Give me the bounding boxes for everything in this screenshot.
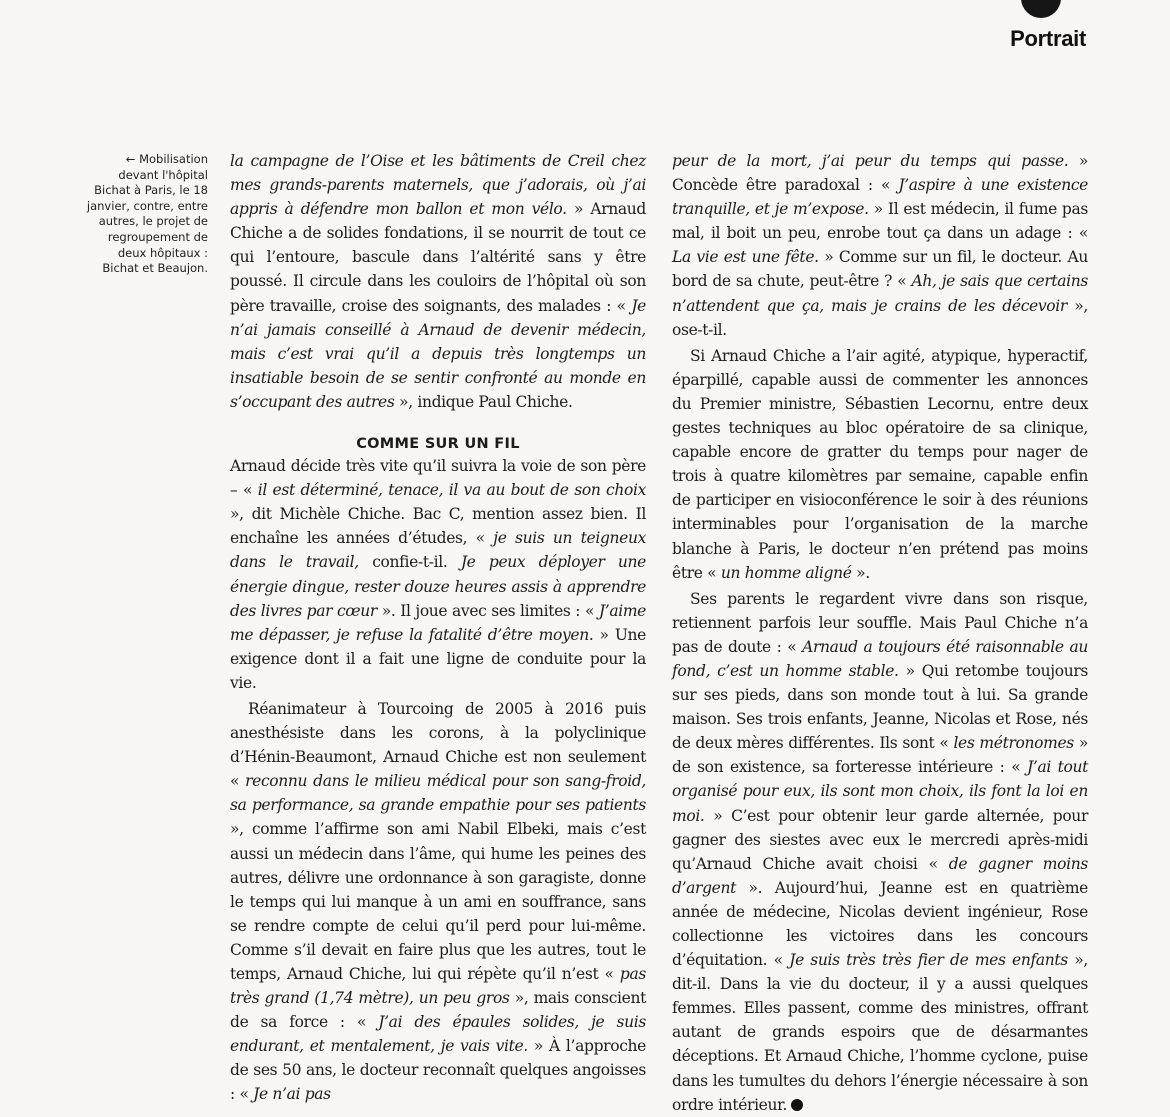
body-text: Arnaud décide très vite qu’il suivra la voie de son père – « bbox=[230, 457, 646, 500]
body-text: » À l’approche de ses 50 ans, le docteur reconnaît quelques angoisses : « bbox=[230, 1037, 646, 1104]
quote-text: J’ai tout organisé pour eux, ils sont mon choix, ils font la loi en moi. bbox=[672, 758, 1089, 825]
body-text: Ses parents le regardent vivre dans son risque, retiennent parfois leur souffle. Mais Paul Chiche n’a pas de doute : « bbox=[672, 589, 1088, 656]
quote-text: je suis un teigneux dans le travail, bbox=[230, 529, 646, 572]
paragraph bbox=[672, 344, 1088, 585]
body-text: Si Arnaud Chiche a l’air agité, atypique, hyperactif, éparpillé, capable aussi de commenter les annonces du Premier ministre, Sébastien Lecornu, entre deux gestes techniques au bloc opératoire de sa clinique, capable encore de gratter du temps pour nager de trois à quatre kilomètres par semaine, capable enfin de participer en visioconférence le soir à des réunions interminables pour l’organisation de la marche blanche à Paris, le docteur n’en prétend pas moins être « bbox=[672, 346, 1088, 582]
quote-text: Ah, je sais que certains n’attendent que ça, mais je crains de les décevoir bbox=[672, 272, 1089, 315]
body-text: confie-t-il. bbox=[358, 553, 461, 572]
body-text: » de son existence, sa forteresse intérieure : « bbox=[672, 734, 1088, 777]
quote-text: J’aime me dépasser, je refuse la fatalité d’être moyen. bbox=[230, 601, 646, 644]
quote-text: il est déterminé, tenace, il va au bout de son choix bbox=[257, 481, 646, 500]
quote-text: Je n’ai jamais conseillé à Arnaud de devenir médecin, mais c’est vrai qu’il a depuis très longtemps un insatiable besoin de se sentir confronté au monde en s’occupant des autres bbox=[230, 296, 646, 411]
body-text: », dit Michèle Chiche. Bac C, mention assez bien. Il enchaîne les années d’études, « bbox=[230, 505, 646, 548]
quote-text: Je n’ai pas bbox=[253, 1085, 331, 1104]
body-text: » Arnaud Chiche a de solides fondations, il se nourrit de tout ce qui l’entoure, bascule dans l’altérité sans y être poussé. Il circule dans les couloirs de l’hôpital où son père travaille, croise des soignants, des malades : « bbox=[230, 200, 646, 315]
section-label: Portrait bbox=[1010, 26, 1086, 51]
body-text: » Une exigence dont il a fait une ligne de conduite pour la vie. bbox=[230, 625, 646, 692]
body-text: ». Il joue avec ses limites : « bbox=[376, 601, 599, 620]
quote-text: Je peux déployer une énergie dingue, rester douze heures assis à apprendre des livres par cœur bbox=[230, 553, 646, 620]
subheading: COMME SUR UN FIL bbox=[356, 436, 520, 453]
text-column-left bbox=[230, 149, 646, 1107]
paragraph bbox=[230, 149, 646, 414]
paragraph bbox=[230, 697, 646, 1107]
quote-text: de gagner moins d’argent bbox=[672, 854, 1088, 897]
body-text: » Concède être paradoxal : « bbox=[672, 152, 1089, 195]
end-of-article-mark bbox=[791, 1099, 803, 1111]
body-text: ». bbox=[851, 563, 870, 582]
body-text: » Comme sur un fil, le docteur. Au bord de sa chute, peut-être ? « bbox=[672, 248, 1088, 291]
quote-text: pas très grand (1,74 mètre), un peu gros bbox=[230, 965, 646, 1008]
body-text: », dit-il. Dans la vie du docteur, il y a aussi quelques femmes. Elles passent, comme des ministres, offrant autant de grands espoirs que de désarmantes déceptions. Et Arnaud Chiche, l’homme cyclone, puise dans les tumultes du dehors l’énergie nécessaire à son ordre intérieur. bbox=[672, 951, 1088, 1114]
quote-text: La vie est une fête. bbox=[672, 248, 819, 267]
body-text: », mais conscient de sa force : « bbox=[230, 989, 646, 1032]
section-dot bbox=[1021, 0, 1061, 18]
quote-text: peur de la mort, j’ai peur du temps qui passe. bbox=[672, 152, 1069, 170]
body-text: », indique Paul Chiche. bbox=[394, 392, 573, 411]
body-text: » C’est pour obtenir leur garde alternée, pour gagner des siestes avec eux le mercredi après-midi qu’Arnaud Chiche avait choisi « bbox=[672, 806, 1088, 873]
text-column-right bbox=[672, 149, 1088, 1117]
paragraph bbox=[672, 149, 1088, 342]
quote-text: un homme aligné bbox=[720, 563, 852, 582]
quote-text: reconnu dans le milieu médical pour son sang-froid, sa performance, sa grande empathie pour ses patients bbox=[230, 772, 646, 815]
body-text: », comme l’affirme son ami Nabil Elbeki, mais c’est aussi un médecin dans l’âme, qui hume les peines des autres, délivre une ordonnance à son garagiste, donne le temps qui lui manque à un ami en souffrance, sans se rendre compte de celui qu’il perd pour lui-même. Comme s’il devait en faire plus que les autres, tout le temps, Arnaud Chiche, lui qui répète qu’il n’est « bbox=[230, 820, 646, 983]
quote-text: Arnaud a toujours été raisonnable au fond, c’est un homme stable. bbox=[672, 637, 1088, 680]
body-text: » Il est médecin, il fume pas mal, il boit un peu, enrobe tout ça dans un adage : « bbox=[672, 200, 1088, 243]
quote-text: J’ai des épaules solides, je suis endurant, et mentalement, je vais vite. bbox=[230, 1013, 646, 1056]
quote-text: Je suis très très fier de mes enfants bbox=[789, 951, 1068, 970]
paragraph bbox=[230, 454, 646, 695]
quote-text: la campagne de l’Oise et les bâtiments de Creil chez mes grands-parents maternels, que j’adorais, où j’ai appris à défendre mon ballon et mon vélo. bbox=[230, 152, 646, 219]
paragraph bbox=[672, 587, 1088, 1117]
body-text: Réanimateur à Tourcoing de 2005 à 2016 puis anesthésiste dans les corons, à la polyclinique d’Hénin-Beaumont, Arnaud Chiche est non seulement « bbox=[230, 699, 646, 791]
quote-text: J’aspire à une existence tranquille, et je m’expose. bbox=[672, 176, 1088, 219]
photo-caption: ← Mobilisation devant l'hôpital Bichat à Paris, le 18 janvier, contre, entre autres, le projet de regroupement de deux hôpitaux : Bichat et Beaujon. bbox=[86, 152, 208, 276]
body-text: ». Aujourd’hui, Jeanne est en quatrième année de médecine, Nicolas devient ingénieur, Rose collectionne les victoires dans les concours d’équitation. « bbox=[672, 878, 1088, 970]
body-text: », ose-t-il. bbox=[672, 296, 1088, 339]
body-text: » Qui retombe toujours sur ses pieds, dans son monde tout à lui. Sa grande maison. Ses trois enfants, Jeanne, Nicolas et Rose, nés de deux mères différentes. Ils sont « bbox=[672, 661, 1088, 753]
quote-text: les métronomes bbox=[953, 734, 1074, 753]
